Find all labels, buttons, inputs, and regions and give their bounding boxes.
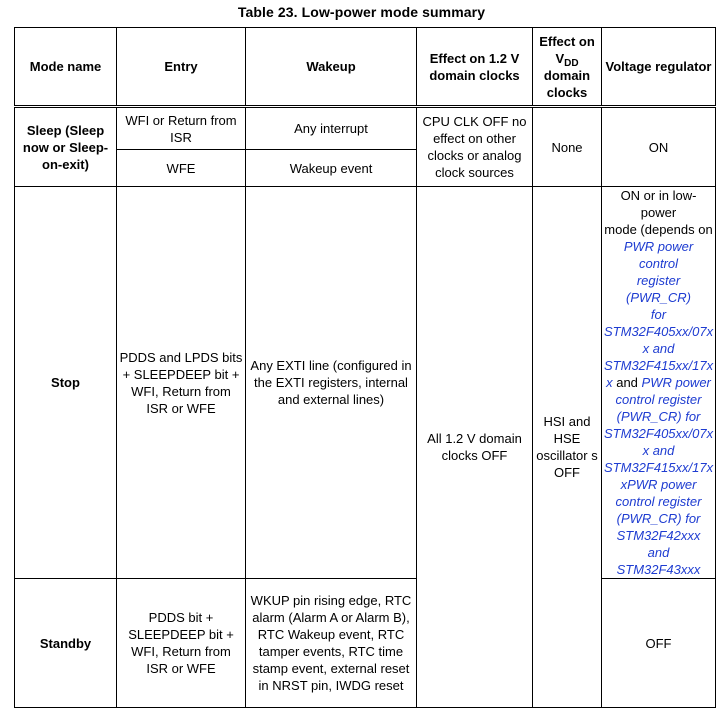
header-effect-12v: Effect on 1.2 V domain clocks <box>417 28 533 107</box>
sleep-entry-wfe: WFE <box>117 150 246 187</box>
standby-mode-name: Standby <box>15 579 117 708</box>
pwr-cr-link[interactable]: xPWR power <box>620 477 697 492</box>
stop-regulator-text: ON or in low- power <box>620 188 697 220</box>
header-entry: Entry <box>117 28 246 107</box>
header-wakeup: Wakeup <box>246 28 417 107</box>
header-effect-vdd <box>533 28 602 107</box>
pwr-cr-link[interactable]: PWR power control <box>623 239 694 271</box>
standby-regulator: OFF <box>602 579 716 708</box>
sleep-wakeup-interrupt: Any interrupt <box>246 107 417 150</box>
sleep-regulator: ON <box>602 107 716 187</box>
sleep-wakeup-event: Wakeup event <box>246 150 417 187</box>
header-effect-vdd-sub: DD <box>564 57 579 69</box>
table-row-standby <box>15 579 716 708</box>
pwr-cr-link[interactable]: register (PWR_CR) <box>626 273 691 305</box>
table-caption: Table 23. Low-power mode summary <box>237 4 486 20</box>
stop-regulator-text: and <box>612 375 642 390</box>
pwr-cr-link[interactable]: STM32F415xx/17x <box>604 358 714 373</box>
pwr-cr-link[interactable]: control register <box>615 494 702 509</box>
pwr-cr-link[interactable]: (PWR_CR) for <box>616 409 701 424</box>
pwr-cr-link[interactable]: x <box>606 375 613 390</box>
sleep-entry-wfi: WFI or Return from ISR <box>117 107 246 150</box>
stop-mode-name: Stop <box>15 187 117 579</box>
pwr-cr-link[interactable]: STM32F415xx/17x <box>604 460 714 475</box>
header-row <box>15 28 716 107</box>
standby-entry: PDDS bit + SLEEPDEEP bit + WFI, Return from ISR or WFE <box>117 579 246 708</box>
header-regulator: Voltage regulator <box>602 28 716 107</box>
header-mode-name: Mode name <box>15 28 117 107</box>
pwr-cr-link[interactable]: PWR power <box>641 375 711 390</box>
header-effect-vdd-prefix: Effect on V <box>539 33 595 66</box>
stop-wakeup: Any EXTI line (configured in the EXTI registers, internal and external lines) <box>246 187 417 579</box>
standby-wakeup: WKUP pin rising edge, RTC alarm (Alarm A or Alarm B), RTC Wakeup event, RTC tamper events, RTC time stamp event, external reset in NRST pin, IWDG reset <box>246 579 417 708</box>
low-power-mode-table <box>14 27 716 708</box>
stop-regulator <box>602 187 716 579</box>
pwr-cr-link[interactable]: STM32F43xxx <box>616 562 701 577</box>
pwr-cr-link[interactable]: control register <box>615 392 702 407</box>
pwr-cr-link[interactable]: (PWR_CR) for <box>616 511 701 526</box>
sleep-effect-12v: CPU CLK OFF no effect on other clocks or analog clock sources <box>417 107 533 187</box>
stop-entry: PDDS and LPDS bits + SLEEPDEEP bit + WFI, Return from ISR or WFE <box>117 187 246 579</box>
pwr-cr-link[interactable]: STM32F405xx/07x <box>604 426 714 441</box>
sleep-mode-name: Sleep (Sleep now or Sleep-on-exit) <box>15 107 117 187</box>
stop-standby-effect-vdd: HSI and HSE oscillator s OFF <box>533 187 602 708</box>
pwr-cr-link[interactable]: for <box>650 307 667 322</box>
sleep-effect-vdd: None <box>533 107 602 187</box>
pwr-cr-link[interactable]: x and <box>642 341 675 356</box>
pwr-cr-link[interactable]: STM32F42xxx and <box>616 528 701 560</box>
table-row-sleep-wfi <box>15 107 716 150</box>
stop-regulator-text: mode (depends on <box>604 222 713 237</box>
pwr-cr-link[interactable]: STM32F405xx/07x <box>604 324 714 339</box>
table-row-stop <box>15 187 716 579</box>
header-effect-vdd-suffix: domain clocks <box>543 67 591 100</box>
pwr-cr-link[interactable]: x and <box>642 443 675 458</box>
stop-standby-effect-12v: All 1.2 V domain clocks OFF <box>417 187 533 708</box>
